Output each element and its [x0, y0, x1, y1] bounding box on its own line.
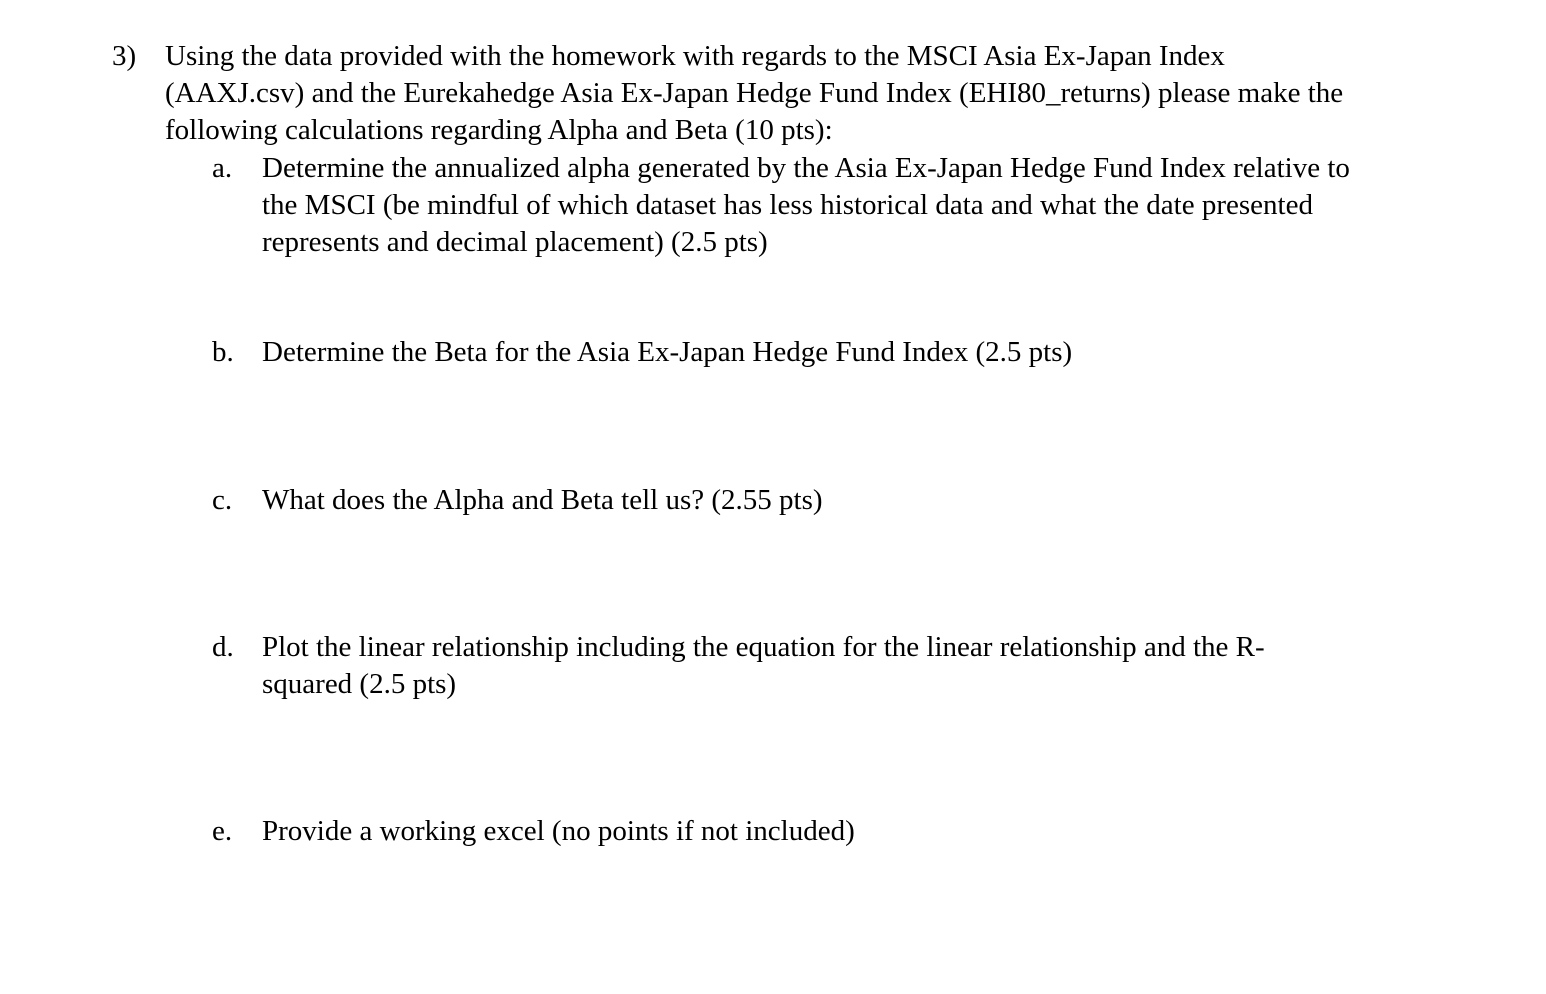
question-text	[165, 38, 1425, 149]
sub-question-text-line: the MSCI (be mindful of which dataset has less historical data and what the date presented	[262, 189, 1313, 221]
sub-question-text	[262, 629, 1462, 703]
sub-question-text	[262, 482, 1462, 519]
sub-question-marker: b.	[212, 336, 234, 368]
sub-question-marker: c.	[212, 484, 233, 516]
question-text-line: (AAXJ.csv) and the Eurekahedge Asia Ex-Japan Hedge Fund Index (EHI80_returns) please make the	[165, 77, 1344, 109]
sub-question-marker: a.	[212, 152, 233, 184]
sub-question-text-line: Plot the linear relationship including the equation for the linear relationship and the R-	[262, 631, 1265, 663]
sub-question-text-line: Determine the Beta for the Asia Ex-Japan Hedge Fund Index (2.5 pts)	[262, 336, 1073, 368]
sub-question-text	[262, 813, 1462, 850]
sub-question-text-line: Provide a working excel (no points if not included)	[262, 815, 855, 847]
sub-question-text	[262, 334, 1462, 371]
sub-question-text-line: Determine the annualized alpha generated by the Asia Ex-Japan Hedge Fund Index relative to	[262, 152, 1350, 184]
sub-question-text-line: squared (2.5 pts)	[262, 668, 457, 700]
sub-question-text-line: represents and decimal placement) (2.5 pts)	[262, 226, 768, 258]
sub-question-marker: e.	[212, 815, 233, 847]
question-text-line: Using the data provided with the homework with regards to the MSCI Asia Ex-Japan Index	[165, 40, 1225, 72]
question-text-line: following calculations regarding Alpha and Beta (10 pts):	[165, 114, 833, 146]
sub-question-text-line: What does the Alpha and Beta tell us? (2.55 pts)	[262, 484, 823, 516]
question-number: 3)	[112, 40, 137, 72]
sub-question-text	[262, 150, 1462, 261]
sub-question-marker: d.	[212, 631, 234, 663]
